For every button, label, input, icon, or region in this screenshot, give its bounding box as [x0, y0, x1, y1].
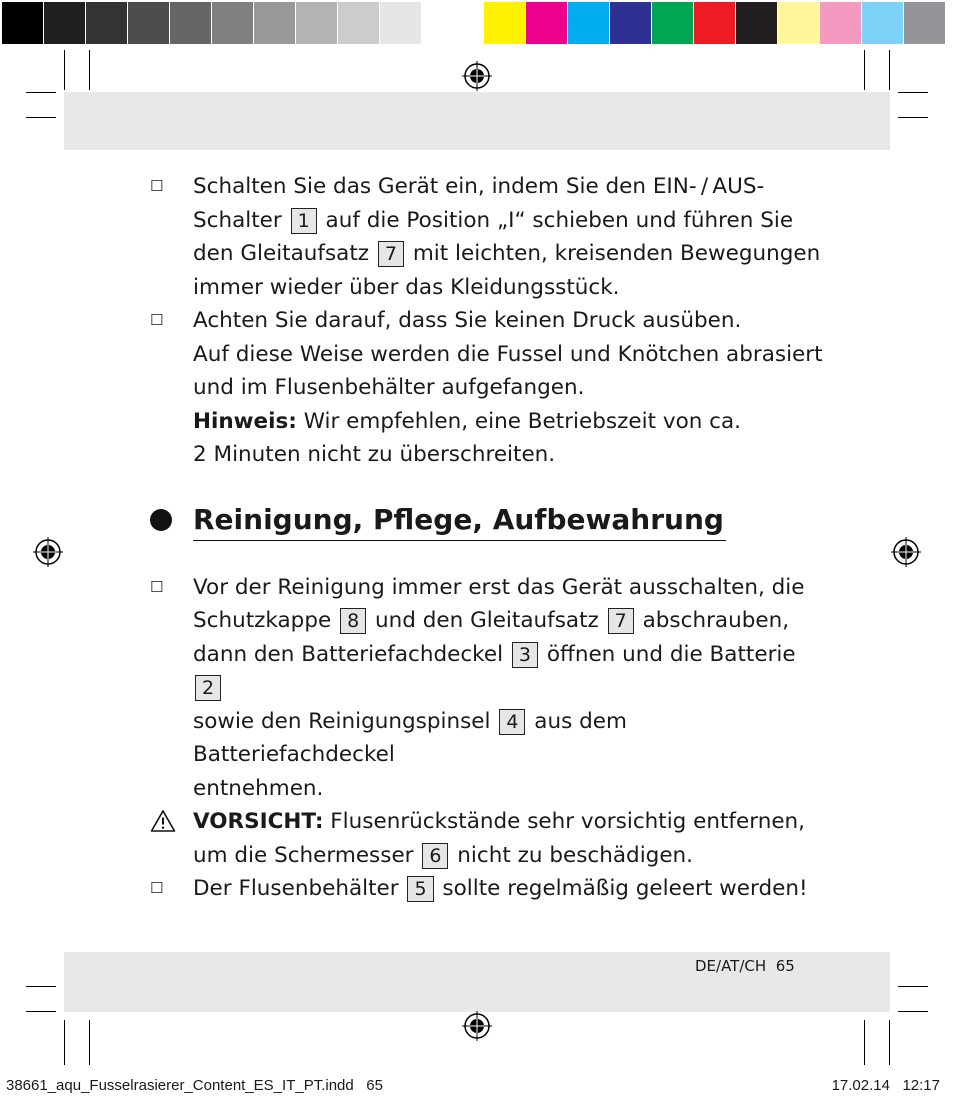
text: entnehmen. — [193, 775, 324, 801]
text: Auf diese Weise werden die Fussel und Knötchen abrasiert — [193, 341, 823, 367]
registration-mark-icon — [33, 537, 63, 567]
color-swatch — [422, 2, 464, 44]
text: um die Schermesser — [193, 842, 414, 868]
text-line — [193, 638, 830, 705]
color-swatch — [380, 2, 422, 44]
checkbox-bullet-icon: ☐ — [150, 879, 164, 897]
color-swatch — [610, 2, 652, 44]
text-line — [193, 204, 830, 238]
text-line — [193, 405, 830, 439]
part-number: 6 — [422, 843, 448, 869]
color-swatch — [86, 2, 128, 44]
color-swatch — [170, 2, 212, 44]
color-swatch — [212, 2, 254, 44]
slug-filename: 38661_aqu_Fusselrasierer_Content_ES_IT_PT.indd 65 — [6, 1077, 383, 1094]
text: aus dem Batteriefachdeckel — [193, 708, 627, 767]
text-line — [193, 705, 830, 772]
text-line — [193, 170, 830, 204]
text: Schalten Sie das Gerät ein, indem Sie den EIN- / AUS- — [193, 174, 765, 199]
color-swatch — [484, 2, 526, 44]
checkbox-bullet-icon: ☐ — [150, 577, 164, 596]
crop-mark — [26, 1011, 56, 1012]
warning-label: VORSICHT: — [193, 809, 324, 834]
heading-dot-icon — [150, 509, 172, 531]
checkbox-bullet-icon: ☐ — [150, 311, 164, 329]
slug-timestamp: 17.02.14 12:17 — [831, 1077, 940, 1094]
color-swatch — [862, 2, 904, 44]
crop-mark — [898, 92, 928, 93]
color-swatch — [2, 2, 44, 44]
crop-mark — [889, 50, 890, 90]
section-heading — [150, 500, 830, 541]
process-color-bar — [484, 0, 946, 46]
part-number: 8 — [340, 608, 366, 634]
crop-mark — [26, 986, 56, 987]
region-label: DE/AT/CH — [695, 957, 767, 975]
text-line — [193, 237, 830, 271]
color-swatch — [778, 2, 820, 44]
top-band — [64, 92, 890, 150]
text: Vor der Reinigung immer erst das Gerät ausschalten, die — [193, 574, 805, 600]
text: Wir empfehlen, eine Betriebszeit von ca. — [303, 408, 742, 434]
color-swatch — [338, 2, 380, 44]
crop-mark — [864, 50, 865, 90]
text: mit leichten, kreisenden Bewegungen — [412, 241, 821, 266]
color-swatch — [694, 2, 736, 44]
note-label: Hinweis: — [193, 408, 297, 434]
crop-mark — [889, 1020, 890, 1065]
text: Achten Sie darauf, dass Sie keinen Druck ausüben. — [193, 308, 742, 333]
page-footer — [695, 957, 795, 975]
text-line — [193, 304, 830, 338]
text-line — [193, 571, 830, 605]
crop-mark — [89, 50, 90, 90]
text-line — [193, 604, 830, 638]
color-swatch — [568, 2, 610, 44]
color-swatch — [128, 2, 170, 44]
text-line — [193, 872, 830, 906]
text-line — [193, 438, 830, 472]
gray-scale-bar — [2, 0, 464, 46]
part-number: 2 — [195, 675, 221, 701]
text: sowie den Reinigungspinsel — [193, 708, 491, 734]
registration-mark-icon — [891, 537, 921, 567]
crop-mark — [89, 1020, 90, 1065]
part-number: 4 — [499, 709, 525, 735]
color-swatch — [296, 2, 338, 44]
text-line — [193, 371, 830, 405]
color-swatch — [526, 2, 568, 44]
text: Schutzkappe — [193, 608, 332, 633]
color-swatch — [820, 2, 862, 44]
checkbox-bullet-icon: ☐ — [150, 177, 164, 195]
color-swatch — [904, 2, 946, 44]
crop-mark — [64, 50, 65, 90]
crop-mark — [898, 1011, 928, 1012]
warning-item — [150, 805, 830, 872]
text-line — [193, 271, 830, 305]
registration-mark-icon — [462, 61, 492, 91]
part-number: 7 — [608, 608, 634, 634]
crop-mark — [26, 92, 56, 93]
part-number: 1 — [291, 208, 317, 234]
text: 2 Minuten nicht zu überschreiten. — [193, 442, 556, 467]
color-swatch — [254, 2, 296, 44]
part-number: 5 — [407, 876, 433, 902]
text: immer wieder über das Kleidungsstück. — [193, 274, 620, 300]
warning-triangle-icon — [150, 809, 176, 833]
text-line — [193, 772, 830, 806]
list-item — [150, 304, 830, 472]
text: und den Gleitaufsatz — [375, 608, 599, 633]
text: nicht zu beschädigen. — [457, 842, 694, 868]
crop-mark — [26, 117, 56, 118]
page-number: 65 — [775, 957, 795, 975]
list-item — [150, 170, 830, 304]
color-swatch — [736, 2, 778, 44]
part-number: 3 — [512, 642, 538, 668]
registration-mark-icon — [462, 1011, 492, 1041]
text: und im Flusenbehälter aufgefangen. — [193, 375, 585, 400]
text: auf die Position „I“ schieben und führen Sie — [325, 207, 794, 233]
text-line — [193, 805, 830, 839]
text-line — [193, 338, 830, 372]
crop-mark — [864, 1020, 865, 1065]
color-swatch — [652, 2, 694, 44]
color-swatch — [44, 2, 86, 44]
text: Flusenrückstände sehr vorsichtig entfernen, — [330, 809, 806, 834]
text: dann den Batteriefachdeckel — [193, 641, 504, 667]
page-content — [150, 170, 830, 906]
text: öffnen und die Batterie — [546, 641, 796, 667]
text-line — [193, 839, 830, 873]
text: den Gleitaufsatz — [193, 241, 370, 266]
crop-mark — [64, 1020, 65, 1065]
crop-mark — [898, 117, 928, 118]
text: Der Flusenbehälter — [193, 876, 399, 901]
crop-mark — [898, 986, 928, 987]
text: abschrauben, — [642, 608, 790, 633]
heading-text: Reinigung, Pflege, Aufbewahrung — [193, 500, 726, 541]
text: sollte regelmäßig geleert werden! — [442, 876, 808, 901]
list-item — [150, 571, 830, 806]
list-item — [150, 872, 830, 906]
part-number: 7 — [378, 241, 404, 267]
text: Schalter — [193, 207, 282, 233]
